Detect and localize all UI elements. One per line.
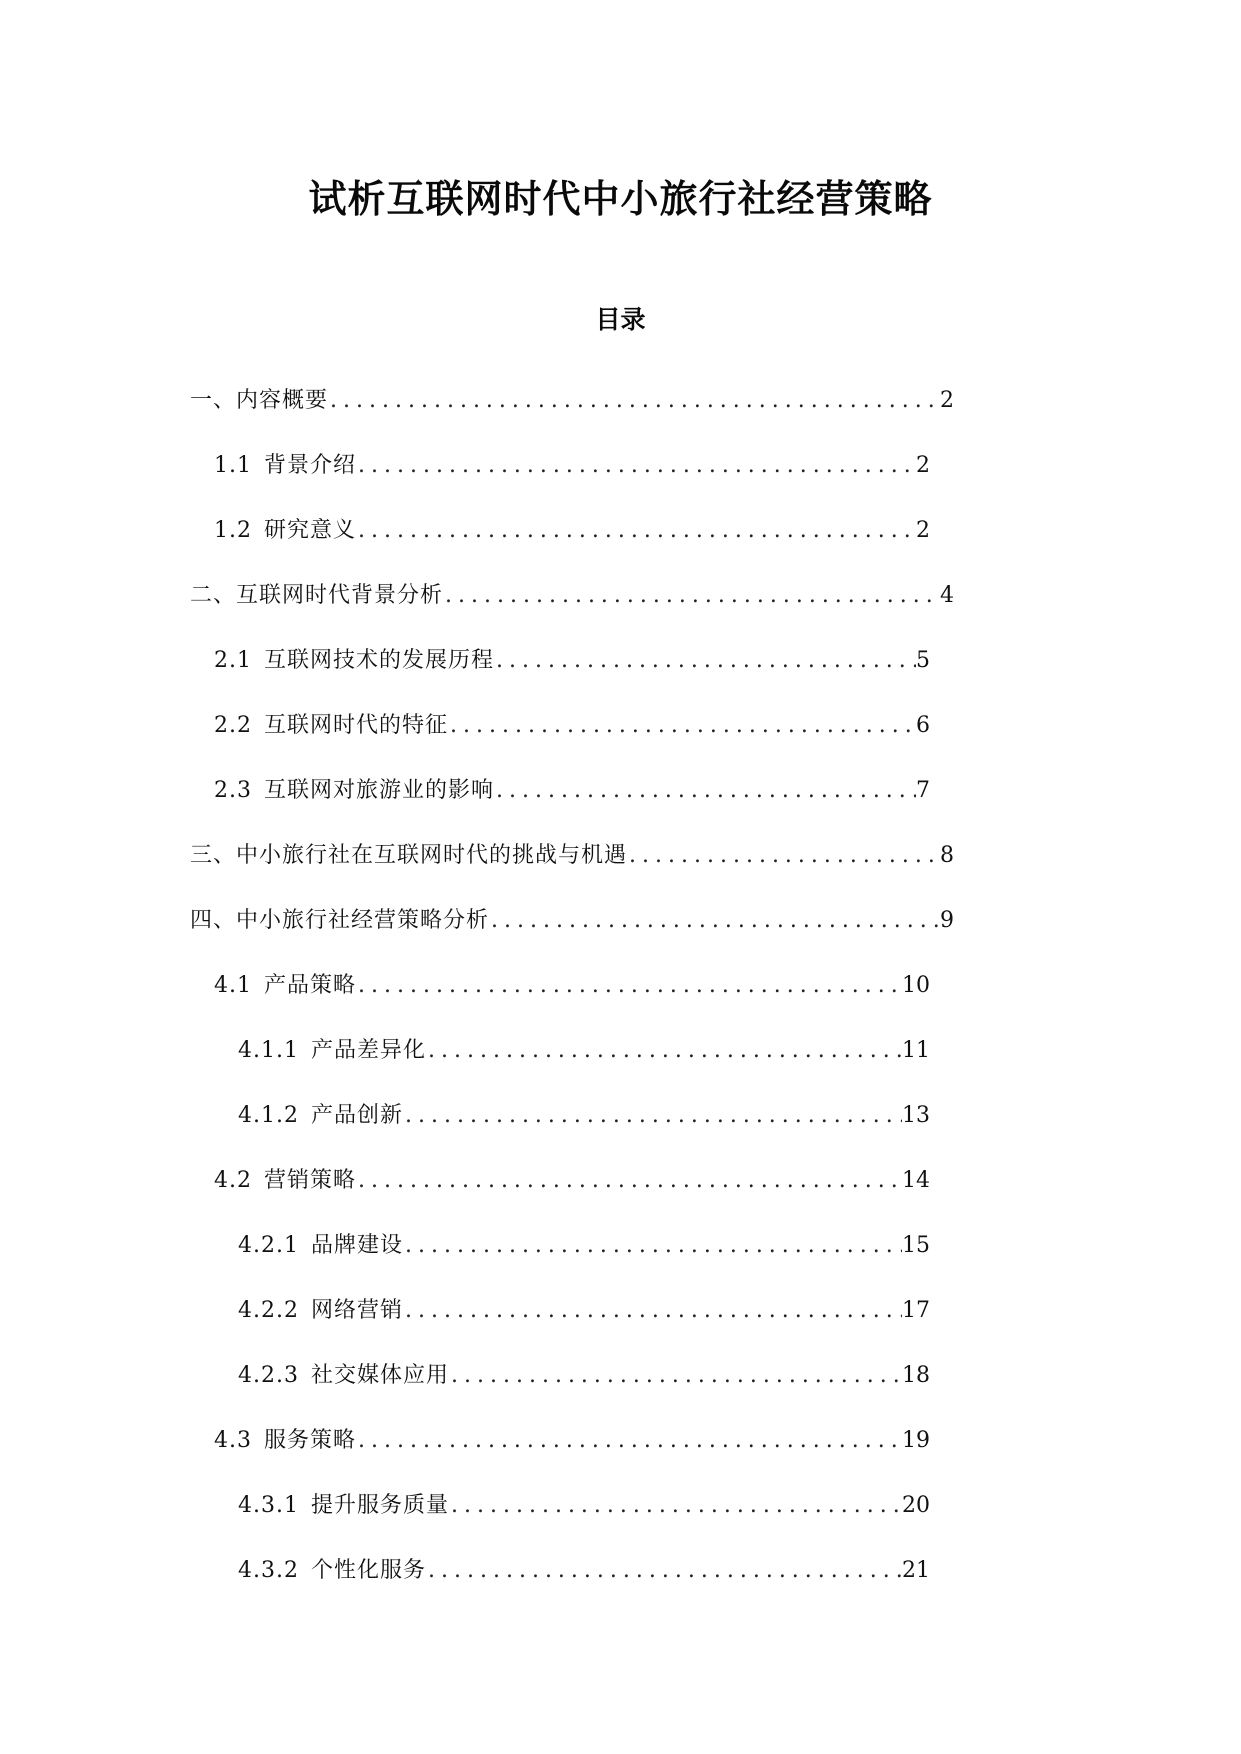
toc-entry-title: 四、中小旅行社经营策略分析	[190, 908, 490, 933]
toc-dot-leader	[356, 1163, 902, 1199]
toc-entry-number: 4.1.2	[238, 1103, 299, 1128]
toc-dot-leader	[449, 1488, 902, 1524]
toc-page-number: 18	[902, 1363, 930, 1388]
toc-dot-leader	[426, 1033, 902, 1069]
toc-entry-title: 产品差异化	[310, 1038, 426, 1063]
toc-entry-title: 产品策略	[264, 973, 357, 998]
toc-dot-leader	[443, 578, 940, 614]
toc-entry[interactable]	[0, 1163, 930, 1228]
toc-dot-leader	[449, 1358, 902, 1394]
toc-dot-leader	[403, 1293, 902, 1329]
toc-entry-number: 1.2	[214, 518, 252, 543]
toc-entry-number: 4.2.2	[238, 1298, 299, 1323]
toc-page-number: 2	[940, 388, 954, 413]
toc-entry[interactable]	[0, 968, 930, 1033]
table-of-contents	[0, 383, 1241, 1618]
toc-entry-title: 网络营销	[310, 1298, 403, 1323]
document-title: 试析互联网时代中小旅行社经营策略	[308, 177, 933, 222]
toc-entry[interactable]	[0, 838, 954, 903]
toc-entry[interactable]	[0, 1098, 930, 1163]
toc-dot-leader	[448, 708, 916, 744]
toc-dot-leader	[328, 383, 940, 419]
toc-entry-number: 4.2	[214, 1168, 252, 1193]
toc-entry[interactable]	[0, 708, 930, 773]
toc-entry[interactable]	[0, 1033, 930, 1098]
toc-page-number: 4	[940, 583, 954, 608]
toc-entry-title: 品牌建设	[310, 1233, 403, 1258]
toc-dot-leader	[356, 513, 916, 549]
toc-entry-title: 服务策略	[264, 1428, 357, 1453]
toc-entry[interactable]	[0, 448, 930, 513]
toc-entry-title: 一、内容概要	[190, 388, 329, 413]
toc-page-number: 2	[916, 453, 930, 478]
toc-entry-title: 二、互联网时代背景分析	[190, 583, 444, 608]
toc-entry-number: 4.2.1	[238, 1233, 299, 1258]
toc-dot-leader	[356, 968, 902, 1004]
toc-entry[interactable]	[0, 578, 954, 643]
toc-page-number: 7	[916, 778, 930, 803]
toc-entry-title: 研究意义	[264, 518, 357, 543]
toc-entry-number: 2.3	[214, 778, 252, 803]
toc-entry[interactable]	[0, 1293, 930, 1358]
toc-entry[interactable]	[0, 383, 954, 448]
toc-entry-number: 4.1	[214, 973, 252, 998]
toc-entry-title: 三、中小旅行社在互联网时代的挑战与机遇	[190, 843, 628, 868]
toc-page-number: 17	[902, 1298, 930, 1323]
toc-entry-number: 2.2	[214, 713, 252, 738]
toc-entry-number: 4.3.1	[238, 1493, 299, 1518]
toc-page-number: 9	[940, 908, 954, 933]
toc-entry-title: 社交媒体应用	[310, 1363, 449, 1388]
toc-dot-leader	[494, 773, 916, 809]
toc-entry-number: 4.1.1	[238, 1038, 299, 1063]
toc-page-number: 14	[902, 1168, 930, 1193]
toc-entry-title: 互联网技术的发展历程	[264, 648, 495, 673]
toc-dot-leader	[489, 903, 940, 939]
toc-heading: 目录	[595, 304, 646, 334]
toc-entry[interactable]	[0, 643, 930, 708]
toc-entry-title: 营销策略	[264, 1168, 357, 1193]
toc-page-number: 13	[902, 1103, 930, 1128]
toc-page-number: 5	[916, 648, 930, 673]
toc-entry-number: 2.1	[214, 648, 252, 673]
toc-dot-leader	[627, 838, 940, 874]
toc-entry-title: 提升服务质量	[310, 1493, 449, 1518]
toc-entry[interactable]	[0, 1488, 930, 1553]
toc-entry-title: 个性化服务	[310, 1558, 426, 1583]
toc-dot-leader	[356, 448, 916, 484]
toc-entry[interactable]	[0, 1358, 930, 1423]
toc-entry-number: 4.3	[214, 1428, 252, 1453]
toc-dot-leader	[356, 1423, 902, 1459]
toc-page-number: 15	[902, 1233, 930, 1258]
toc-entry[interactable]	[0, 903, 954, 968]
toc-entry[interactable]	[0, 1553, 930, 1618]
toc-entry-title: 背景介绍	[264, 453, 357, 478]
toc-dot-leader	[426, 1553, 902, 1589]
toc-entry-title: 互联网对旅游业的影响	[264, 778, 495, 803]
toc-page-number: 11	[902, 1038, 930, 1063]
toc-page-number: 10	[902, 973, 930, 998]
toc-dot-leader	[403, 1098, 902, 1134]
toc-entry-number: 4.2.3	[238, 1363, 299, 1388]
toc-dot-leader	[403, 1228, 902, 1264]
toc-entry-number: 1.1	[214, 453, 252, 478]
toc-page-number: 6	[916, 713, 930, 738]
toc-entry-title: 产品创新	[310, 1103, 403, 1128]
toc-page-number: 21	[902, 1558, 930, 1583]
toc-entry-title: 互联网时代的特征	[264, 713, 449, 738]
toc-page-number: 19	[902, 1428, 930, 1453]
toc-dot-leader	[494, 643, 916, 679]
toc-entry[interactable]	[0, 773, 930, 838]
toc-entry[interactable]	[0, 513, 930, 578]
toc-entry-number: 4.3.2	[238, 1558, 299, 1583]
toc-page-number: 2	[916, 518, 930, 543]
toc-entry[interactable]	[0, 1423, 930, 1488]
toc-page-number: 8	[940, 843, 954, 868]
toc-page-number: 20	[902, 1493, 930, 1518]
toc-entry[interactable]	[0, 1228, 930, 1293]
